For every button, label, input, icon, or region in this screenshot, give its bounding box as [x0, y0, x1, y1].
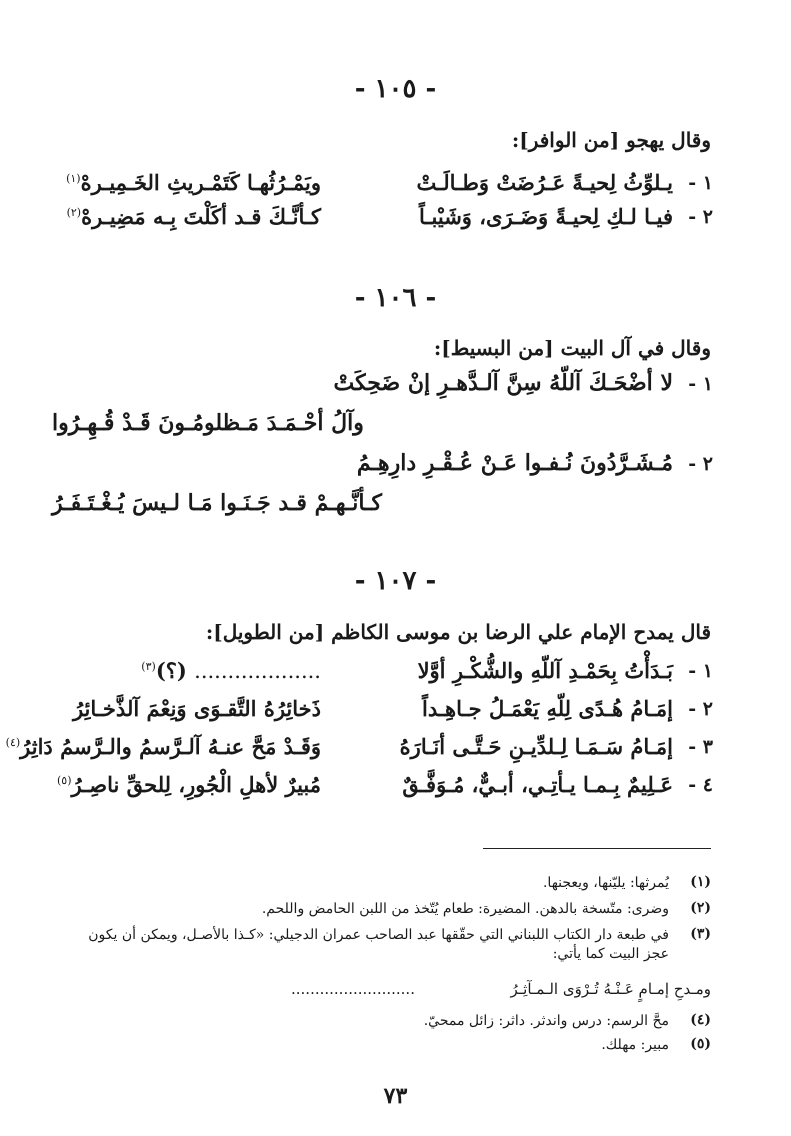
footnote-text: محَّ الرسم: درس واندثر. داثر: زائل ممحيّ. [423, 1013, 669, 1029]
verse-first-hemistich: بَـدَأْتُ بِحَمْـدِ آللّهِ والشُّكْـرِ أوَّلا [417, 658, 673, 683]
poem-number: - ١٠٧ - [354, 566, 437, 596]
verse-number: ٤ - [688, 774, 713, 796]
footnote-ref: (٥) [56, 774, 72, 787]
verse-number: ٢ - [688, 206, 713, 228]
page-number: ٧٣ [383, 1083, 408, 1109]
footnote-text: وضرى: متّسخة بالدهن. المضيرة: طعام يُتّخذ من اللبن الحامض واللحم. [261, 901, 669, 917]
footnote-separator [483, 848, 711, 849]
verse-line [52, 490, 382, 516]
verse-first-hemistich: عَـلِيمٌ بِـمـا يـأتِـي، أبـيٌّ، مُـوَفَّـقٌ [402, 772, 673, 797]
verse-second-hemistich [66, 170, 321, 195]
footnote-text: يُمرثها: يليّنها، ويعجنها. [542, 875, 669, 891]
verse-second-hemistich [73, 696, 321, 721]
poem-intro: وقال يهجو [من الوافر]: [511, 128, 711, 152]
verse-first-hemistich: إمَـامُ هُـدًى لِلّهِ يَعْمَـلُ جـاهِـداً [422, 696, 673, 721]
footnote-number: (٥) [690, 1036, 711, 1052]
verse-text: لا أضْحَـكَ آللّهُ سِنَّ آلـدَّهـرِ إنْ ضَحِكَتْ [333, 370, 673, 396]
verse-first-hemistich: يـلوِّثُ لِحيـةً عَـرُضَتْ وَطـالَـتْ [416, 170, 673, 195]
poem-number: - ١٠٦ - [354, 283, 437, 313]
verse-text: مُبيرٌ لأهلِ الْجُورِ، لِلحقِّ ناصِـرُ [71, 772, 321, 797]
footnote-number: (٣) [690, 926, 711, 942]
footnote-text: في طبعة دار الكتاب اللبناني التي حقّقها عبد الصاحب عمران الدجيلي: «كـذا بالأصـل، ويمكن أن يكون عجز البيت كما يأتي: [88, 927, 669, 962]
footnote-ref: (٣) [141, 660, 156, 673]
verse-row [43, 170, 713, 204]
verse-second-hemistich [6, 734, 321, 759]
poem-number: - ١٠٥ - [354, 74, 437, 104]
verse-line [52, 410, 364, 436]
footnote-ref: (٢) [66, 206, 82, 219]
verse-text: وَقَـدْ مَحَّ عنـهُ آلـرَّسمُ والـرَّسمُ دَاثِرُ [20, 734, 321, 759]
footnote-number: (٢) [690, 900, 711, 916]
verse-text: مُـشَـرَّدُونَ نُـفـوا عَـنْ عُـقْـرِ دارِهِـمُ [356, 450, 673, 476]
footnote-verse-text: ومـدحِ إمـامٍ عَـنْـهُ تُـرْوَى الـمـآثِـرُ [510, 980, 711, 998]
verse-second-hemistich [67, 204, 321, 229]
verse-line [334, 370, 713, 396]
footnote-number: (٤) [690, 1012, 711, 1028]
verse-number: ٣ - [688, 736, 713, 758]
verse-first-hemistich: فيـا لـكِ لِحيـةً وَضَـرَى، وَشَيْبـاً [418, 204, 673, 229]
footnote-ref: (٤) [5, 736, 21, 749]
verse-second-hemistich [141, 658, 321, 683]
verse-text: كـأنَّـكَ قـد أكَلْتَ بِـه مَضِيـرهْ [81, 204, 321, 229]
verse-text: ذَخائِرُهُ التَّقـوَى وَنِعْمَ آلذَّخـائِرُ [72, 696, 321, 721]
footnote-verse-dots: .......................... [291, 980, 415, 998]
verse-text: ويَمْـرُثُهـا كَتَمْـريثِ الخَـمِيـرهْ [80, 170, 321, 195]
verse-number: ١ - [688, 172, 713, 194]
verse-text: (؟) [155, 658, 187, 683]
verse-line [357, 450, 713, 476]
verse-row [43, 658, 713, 692]
verse-text: كـأنَّـهـمْ قـد جَـنَـوا مَـا لـيسَ يُـغْـتَـفَـرُ [52, 490, 383, 516]
footnote-text: مبير: مهلك. [601, 1037, 669, 1053]
verse-second-hemistich [57, 772, 321, 797]
verse-row [43, 204, 713, 238]
verse-number: ٢ - [688, 698, 713, 720]
footnote-ref: (١) [66, 172, 81, 185]
poem-intro: قال يمدح الإمام علي الرضا بن موسى الكاظم [من الطويل]: [205, 620, 711, 644]
verse-row [43, 772, 713, 806]
verse-first-hemistich: إمَـامُ سَـمَـا لِـلدِّيـنِ حَـتَّـى أنَـارَهُ [399, 734, 673, 759]
verse-number: ٢ - [688, 453, 713, 475]
verse-row [5, 734, 713, 768]
missing-text-dots: ................... [194, 659, 321, 683]
verse-number: ١ - [688, 660, 713, 682]
verse-number: ١ - [688, 373, 713, 395]
footnote-number: (١) [690, 874, 711, 890]
verse-row [43, 696, 713, 730]
verse-text: وآلُ أحْـمَـدَ مَـظلومُـونَ قَـدْ قُـهِـرُوا [52, 410, 364, 436]
poem-intro: وقال في آل البيت [من البسيط]: [433, 336, 711, 360]
